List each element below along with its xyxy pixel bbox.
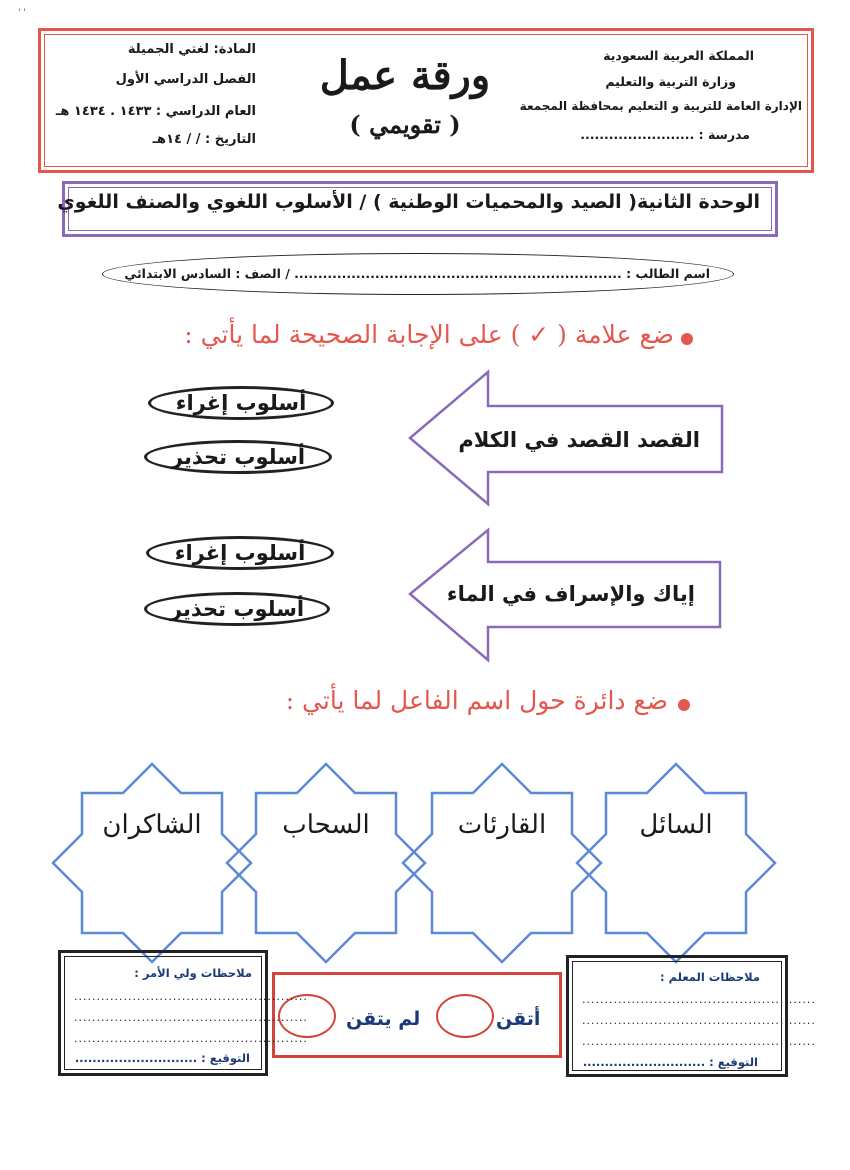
parent-signature[interactable]: التوقيع : ............................ — [74, 1051, 250, 1065]
header-date: التاريخ : / / ١٤هـ — [152, 132, 256, 147]
teacher-notes-line[interactable]: .................................................... — [582, 993, 816, 1006]
teacher-notes-line[interactable]: .................................................... — [582, 1035, 816, 1048]
header-subject: المادة: لغتي الجميلة — [127, 42, 256, 57]
star-shape-1 — [577, 764, 775, 962]
star-shape-4 — [53, 764, 251, 962]
header-semester: الفصل الدراسي الأول — [115, 72, 256, 87]
mastered-circle[interactable] — [436, 994, 494, 1038]
q2-option-tahdhir[interactable]: أسلوب تحذير — [144, 592, 330, 626]
unit-banner-text: الوحدة الثانية( الصيد والمحميات الوطنية ) / الأسلوب اللغوي والصنف اللغوي — [57, 191, 760, 213]
teacher-notes-title: ملاحظات المعلم : — [660, 970, 760, 984]
header-administration: الإدارة العامة للتربية و التعليم بمحافظة المجمعة — [519, 99, 802, 113]
q1-option-tahdhir[interactable]: أسلوب تحذير — [144, 440, 332, 474]
q2-option-ighra[interactable]: أسلوب إغراء — [146, 536, 334, 570]
section1-instruction: ضع علامة ( ✓ ) على الإجابة الصحيحة لما يأتي : — [184, 320, 674, 349]
page-title: ورقة عمل — [319, 52, 491, 99]
star-shape-2 — [403, 764, 601, 962]
teacher-notes-line[interactable]: .................................................... — [582, 1014, 816, 1027]
section2-instruction: ضع دائرة حول اسم الفاعل لما يأتي : — [285, 686, 668, 715]
question-1-text: القصد القصد في الكلام — [458, 428, 700, 452]
word-1[interactable]: السائل — [639, 810, 713, 840]
not-mastered-label: لم يتقن — [346, 1008, 421, 1030]
header-country: المملكة العربية السعودية — [603, 48, 754, 63]
word-4[interactable]: الشاكران — [102, 810, 202, 840]
page-subtitle: ( تقويمي ) — [349, 110, 461, 139]
parent-notes-line[interactable]: .................................................... — [74, 990, 308, 1003]
header-ministry: وزارة التربية والتعليم — [605, 74, 736, 89]
mastered-label: أتقن — [496, 1008, 541, 1030]
header-school: مدرسة : ........................ — [580, 127, 750, 142]
parent-notes-title: ملاحظات ولي الأمر : — [134, 966, 252, 980]
student-info-line[interactable]: اسم الطالب : ..................................................................... / الصف : السادس الابتدائي — [124, 266, 710, 281]
corner-mark: ' ' — [18, 8, 26, 18]
header-year: العام الدراسي : ١٤٣٣ . ١٤٣٤ هـ — [55, 104, 256, 119]
teacher-signature[interactable]: التوقيع : ............................ — [582, 1055, 758, 1069]
parent-notes-line[interactable]: .................................................... — [74, 1032, 308, 1045]
parent-notes-line[interactable]: .................................................... — [74, 1011, 308, 1024]
q1-option-ighra[interactable]: أسلوب إغراء — [148, 386, 334, 420]
star-shape-3 — [227, 764, 425, 962]
question-2-text: إياك والإسراف في الماء — [446, 582, 695, 606]
word-2[interactable]: القارئات — [457, 810, 547, 840]
word-3[interactable]: السحاب — [282, 810, 370, 840]
